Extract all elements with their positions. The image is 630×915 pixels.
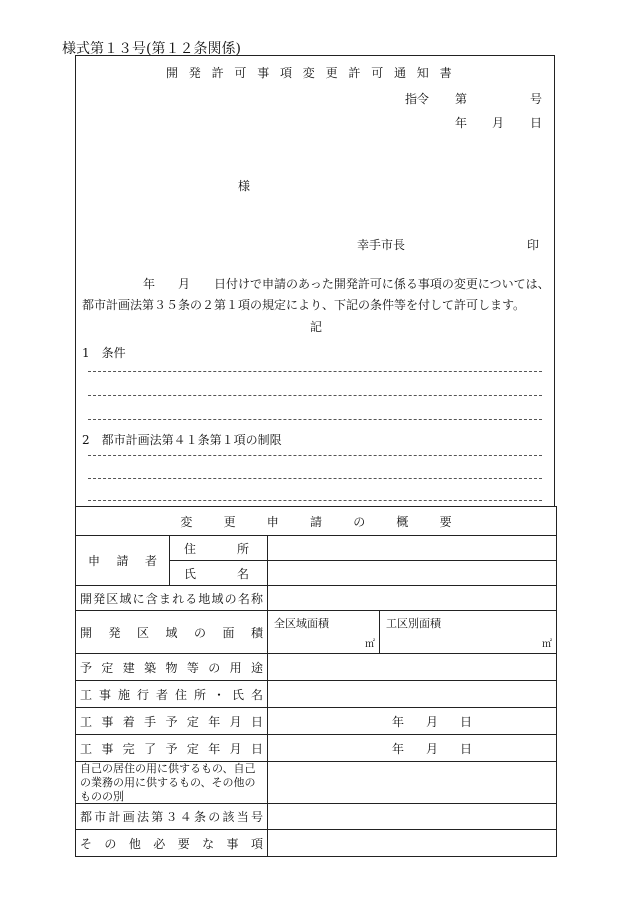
date-month: 月 — [492, 116, 505, 130]
dotted-line — [88, 478, 542, 479]
start-date-field[interactable]: 年 月 日 — [268, 708, 557, 735]
end-date-field[interactable]: 年 月 日 — [268, 735, 557, 762]
ref-shirei: 指令 — [405, 92, 430, 106]
summary-header: 変更申請の概要 — [76, 507, 557, 536]
body-line1: 日付けで申請のあった開発許可に係る事項の変更については、 — [214, 277, 550, 291]
self-use-field[interactable] — [268, 762, 557, 804]
end-date-label: 工事完了予定年月日 — [76, 735, 268, 762]
start-date-label: 工事着手予定年月日 — [76, 708, 268, 735]
total-area-field[interactable] — [268, 611, 380, 654]
total-area-unit: ㎡ — [365, 639, 375, 650]
art34-label: 都市計画法第３４条の該当号 — [76, 804, 268, 830]
region-name-label: 開発区域に含まれる地域の名称 — [76, 586, 268, 611]
dotted-line — [88, 455, 542, 456]
other-matters-label: その他必要な事項 — [76, 830, 268, 857]
issuer: 幸手市長 — [357, 238, 406, 252]
name-field[interactable] — [268, 561, 557, 586]
dotted-line — [88, 371, 542, 372]
zone-area-field[interactable] — [380, 611, 557, 654]
notice-title: 開発許可事項変更許可通知書 — [166, 66, 463, 80]
section-art41: 2 都市計画法第４１条第１項の制限 — [82, 433, 282, 447]
address-field[interactable] — [268, 536, 557, 561]
change-summary-table — [75, 506, 557, 857]
addressee-suffix: 様 — [238, 179, 251, 193]
body-year: 年 — [143, 277, 156, 291]
zone-area-unit: ㎡ — [542, 639, 553, 650]
building-use-field[interactable] — [268, 654, 557, 681]
dotted-line — [88, 395, 542, 396]
date-day: 日 — [530, 116, 543, 130]
other-matters-field[interactable] — [268, 830, 557, 857]
total-area-label: 全区域面積 — [274, 617, 329, 630]
form-number-caption: 様式第１３号(第１２条関係) — [62, 41, 241, 57]
region-name-field[interactable] — [268, 586, 557, 611]
dotted-line — [88, 419, 542, 420]
address-label: 住所 — [170, 536, 268, 561]
self-use-label: 自己の居住の用に供するもの、自己の業務の用に供するもの、その他のものの別 — [76, 762, 268, 804]
contractor-field[interactable] — [268, 681, 557, 708]
contractor-label: 工事施行者住所・氏名 — [76, 681, 268, 708]
building-use-label: 予定建築物等の用途 — [76, 654, 268, 681]
art34-field[interactable] — [268, 804, 557, 830]
body-month: 月 — [178, 277, 191, 291]
seal-mark: 印 — [527, 238, 540, 252]
name-label: 氏名 — [170, 561, 268, 586]
dotted-line — [88, 500, 542, 501]
ki-mark: 記 — [310, 320, 323, 334]
applicant-label: 申請者 — [76, 536, 170, 586]
ref-dai: 第 — [455, 92, 468, 106]
body-line2: 都市計画法第３５条の２第１項の規定により、下記の条件等を付して許可します。 — [82, 298, 526, 312]
zone-area-label: 工区別面積 — [386, 617, 441, 630]
section-conditions: 1 条件 — [82, 346, 126, 360]
date-year: 年 — [455, 116, 468, 130]
ref-go: 号 — [530, 92, 543, 106]
area-label: 開発区域の面積 — [76, 611, 268, 654]
